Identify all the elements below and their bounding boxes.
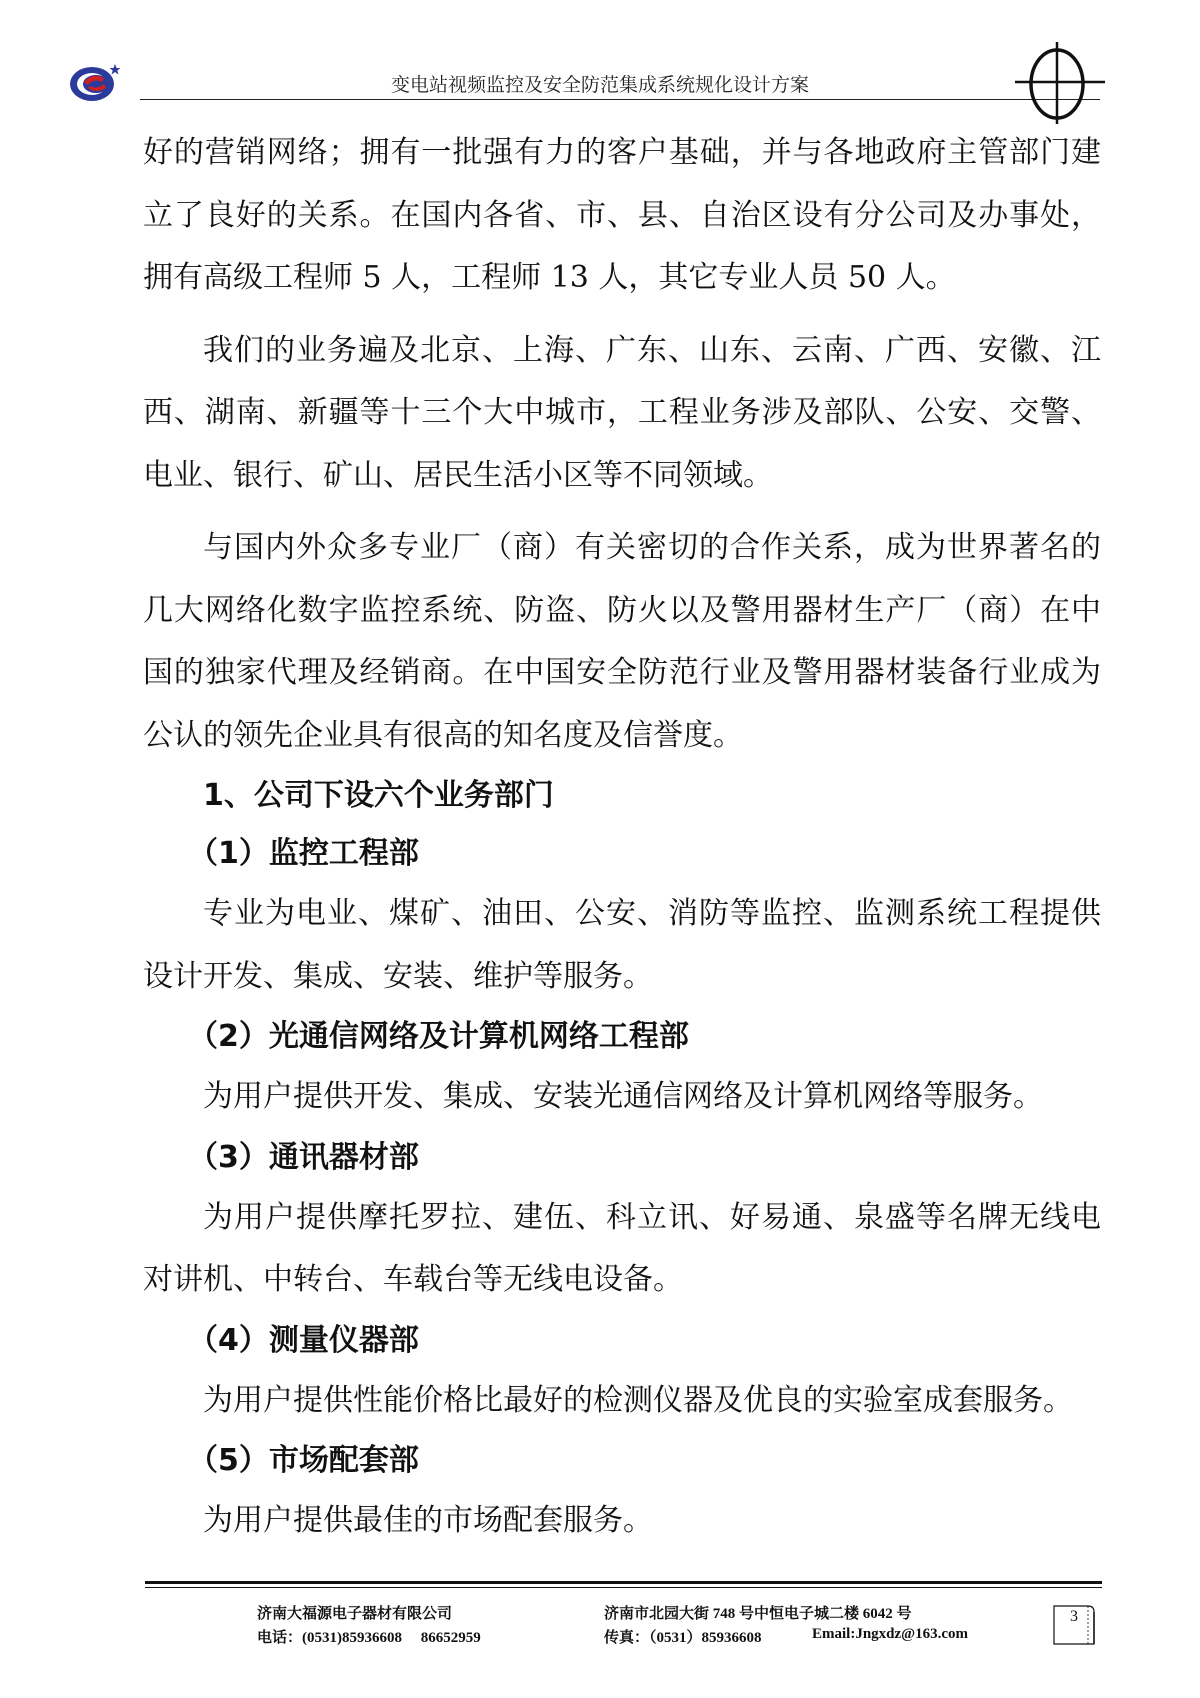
page-footer — [0, 1594, 1200, 1664]
document-body — [143, 122, 1101, 1553]
section-heading: 1、公司下设六个业务部门 — [203, 778, 554, 813]
department-title: （1）监控工程部 — [188, 836, 419, 871]
footer-phone: 电话：(0531)85936608 86652959 — [257, 1630, 481, 1646]
page-header — [0, 0, 1200, 110]
department-description: 为用户提供最佳的市场配套服务。 — [203, 1503, 653, 1538]
footer-rule-thin — [145, 1587, 1102, 1588]
header-rule — [140, 99, 1100, 100]
paragraph: 与国内外众多专业厂（商）有关密切的合作关系，成为世界著名的几大网络化数字监控系统、防盗、防火以及警用器材生产厂（商）在中国的独家代理及经销商。在中国安全防范行业及警用器材装备行业成为公认的领先企业具有很高的知名度及信誉度。 — [143, 530, 1101, 753]
footer-address: 济南市北园大街 748 号中恒电子城二楼 6042 号 — [604, 1606, 912, 1622]
department-description: 为用户提供摩托罗拉、建伍、科立讯、好易通、泉盛等名牌无线电对讲机、中转台、车载台等无线电设备。 — [143, 1199, 1101, 1297]
header-title: 变电站视频监控及安全防范集成系统规化设计方案 — [390, 74, 809, 96]
page-number: 3 — [1070, 1608, 1078, 1625]
footer-company: 济南大福源电子器材有限公司 — [257, 1606, 453, 1622]
department-description: 专业为电业、煤矿、油田、公安、消防等监控、监测系统工程提供设计开发、集成、安装、维护等服务。 — [143, 896, 1101, 994]
paragraph: 好的营销网络；拥有一批强有力的客户基础，并与各地政府主管部门建立了良好的关系。在国内各省、市、县、自治区设有分公司及办事处，拥有高级工程师 5 人，工程师 13 人，其它专业人员 50 人。 — [143, 135, 1101, 295]
paragraph: 我们的业务遍及北京、上海、广东、山东、云南、广西、安徽、江西、湖南、新疆等十三个大中城市，工程业务涉及部队、公安、交警、电业、银行、矿山、居民生活小区等不同领域。 — [143, 332, 1101, 493]
department-description: 为用户提供性能价格比最好的检测仪器及优良的实验室成套服务。 — [203, 1382, 1073, 1418]
department-title: （2）光通信网络及计算机网络工程部 — [188, 1019, 689, 1054]
department-description: 为用户提供开发、集成、安装光通信网络及计算机网络等服务。 — [203, 1079, 1043, 1114]
footer-fax: 传真：（0531）85936608 — [604, 1630, 762, 1646]
department-title: （5）市场配套部 — [188, 1443, 419, 1478]
department-title: （4）测量仪器部 — [188, 1322, 419, 1358]
footer-rule-thick — [145, 1581, 1102, 1584]
crosshair-emblem-icon — [1015, 42, 1105, 124]
footer-email: Email:Jngxdz@163.com — [812, 1626, 969, 1642]
department-title: （3）通讯器材部 — [188, 1139, 419, 1175]
